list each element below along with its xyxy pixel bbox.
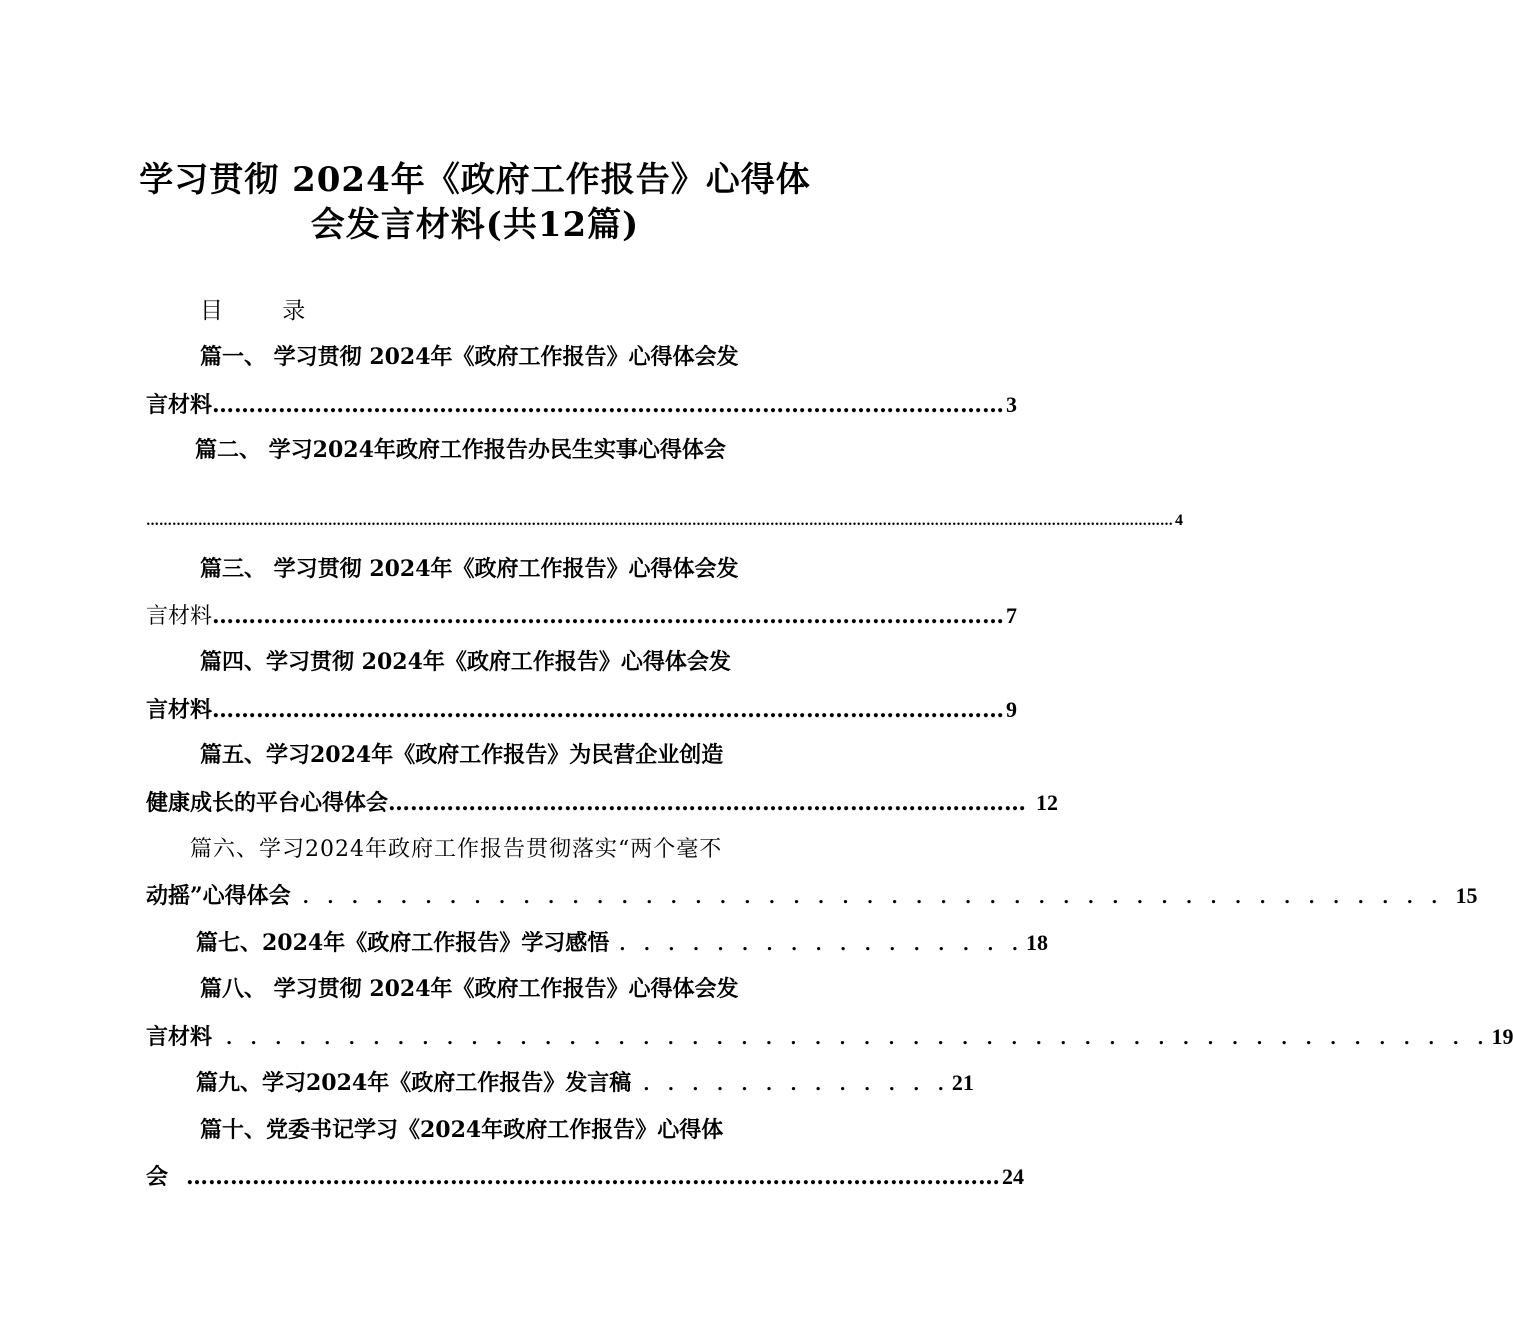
leader-dots: . . . . . . . . . . . . . . . . . . . . . . . . . . . . . . . . . . . . . . . . . . . . . . . <box>302 887 1444 908</box>
leader-dots: . . . . . . . . . . . . . . . . . . . . . . . . . . . . . . . . . . . . . . . . . . . . . . . . . . . . <box>226 1028 1490 1049</box>
toc-entry-7-page: 18 <box>1026 930 1049 955</box>
toc-entry-10-title-cont: 会 <box>146 1164 169 1190</box>
toc-entry-3-title-cont: 言材料 <box>146 604 213 629</box>
toc-entry-9-leader[interactable] <box>196 1066 974 1097</box>
toc-entry-1-leader[interactable] <box>146 388 1018 419</box>
toc-entry-8-title[interactable]: 篇八、 学习贯彻 2024年《政府工作报告》心得体会发 <box>200 976 739 1002</box>
toc-entry-10-leader[interactable] <box>146 1160 1025 1191</box>
leader-dots: ………………………………………………………………………………………………… <box>186 1164 1001 1190</box>
toc-entry-6-title-cont: 动摇”心得体会 <box>146 883 291 909</box>
toc-entry-7-leader[interactable] <box>196 926 1049 957</box>
toc-entry-10-page: 24 <box>1002 1164 1025 1189</box>
toc-entry-9-page: 21 <box>951 1070 974 1095</box>
leader-dots: ……………………………………………………………………………………………… <box>212 697 1005 723</box>
toc-entry-1-page: 3 <box>1006 392 1018 417</box>
toc-entry-3-page: 7 <box>1006 603 1018 628</box>
toc-entry-8-leader[interactable] <box>146 1020 1513 1051</box>
toc-entry-10-title[interactable]: 篇十、党委书记学习《2024年政府工作报告》心得体 <box>200 1117 724 1143</box>
toc-entry-2-leader[interactable] <box>146 512 1183 530</box>
leader-dots: ……………………………………………………………………………………………… <box>212 392 1005 418</box>
toc-entry-4-title[interactable]: 篇四、学习贯彻 2024年《政府工作报告》心得体会发 <box>200 649 731 675</box>
document-title-line-2: 会发言材料(共12篇) <box>310 205 640 245</box>
toc-entry-4-title-cont: 言材料 <box>146 697 213 723</box>
toc-entry-3-leader[interactable] <box>146 599 1018 630</box>
leader-dots: . . . . . . . . . . . . . <box>643 1074 950 1095</box>
toc-entry-5-page: 12 <box>1036 790 1059 815</box>
toc-entry-6-title[interactable]: 篇六、学习2024年政府工作报告贯彻落实“两个毫不 <box>190 837 723 862</box>
toc-entry-5-title[interactable]: 篇五、学习2024年《政府工作报告》为民营企业创造 <box>200 742 724 768</box>
toc-entry-1-title-cont: 言材料 <box>146 392 213 418</box>
leader-dots: . . . . . . . . . . . . . . . . . <box>619 934 1025 955</box>
toc-entry-4-page: 9 <box>1006 697 1018 722</box>
toc-entry-2-title[interactable]: 篇二、 学习2024年政府工作报告办民生实事心得体会 <box>195 437 726 463</box>
toc-entry-3-title[interactable]: 篇三、 学习贯彻 2024年《政府工作报告》心得体会发 <box>200 556 739 582</box>
leader-dots: ………………………………………………………………………………………………………………………………………………………………………………………………………………… <box>146 514 1173 529</box>
toc-entry-1-title[interactable]: 篇一、 学习贯彻 2024年《政府工作报告》心得体会发 <box>200 344 739 370</box>
document-title-line-1: 学习贯彻 2024年《政府工作报告》心得体 <box>139 160 811 200</box>
toc-entry-6-leader[interactable] <box>146 879 1478 910</box>
toc-heading: 目 录 <box>200 298 332 324</box>
toc-entry-2-page: 4 <box>1175 512 1183 529</box>
toc-entry-4-leader[interactable] <box>146 693 1018 724</box>
toc-entry-8-title-cont: 言材料 <box>146 1024 213 1050</box>
toc-entry-5-leader[interactable] <box>146 786 1059 817</box>
toc-entry-5-title-cont: 健康成长的平台心得体会 <box>146 790 389 816</box>
toc-entry-9-title: 篇九、学习2024年《政府工作报告》发言稿 <box>196 1070 632 1096</box>
leader-dots: …………………………………………………………………………… <box>388 790 1027 816</box>
leader-dots: ……………………………………………………………………………………………… <box>212 603 1005 629</box>
toc-entry-7-title: 篇七、2024年《政府工作报告》学习感悟 <box>196 930 610 956</box>
toc-entry-6-page: 15 <box>1455 883 1478 908</box>
toc-entry-8-page: 19 <box>1491 1024 1513 1049</box>
